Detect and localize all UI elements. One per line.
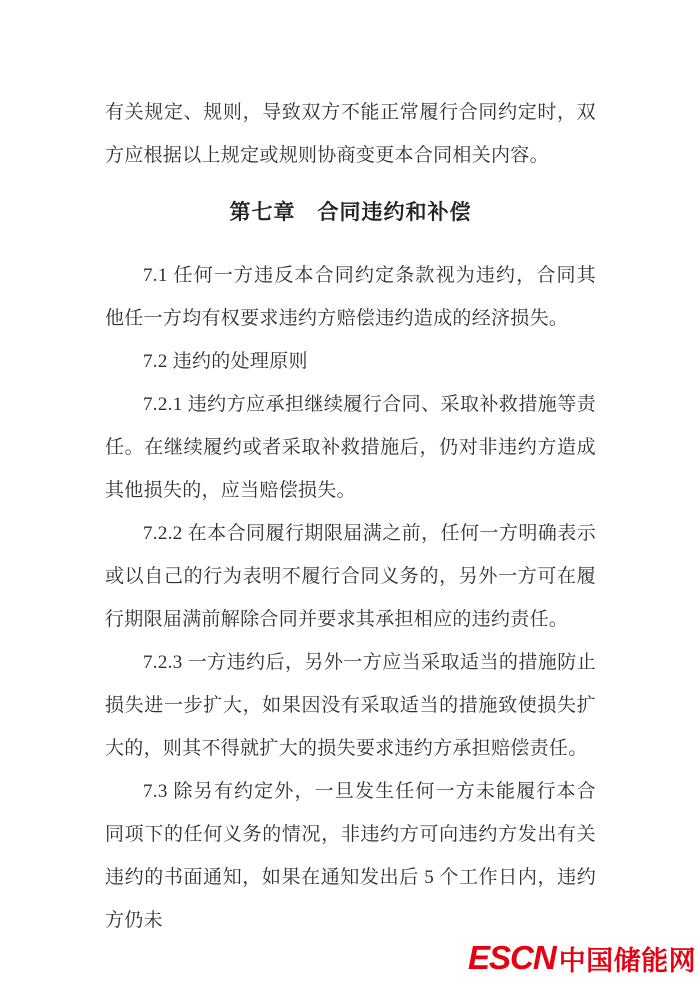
- clause-7-1: 7.1 任何一方违反本合同约定条款视为违约，合同其他任一方均有权要求违约方赔偿违约造成的经济损失。: [105, 265, 596, 329]
- clause-7-2-1: 7.2.1 违约方应承担继续履行合同、采取补救措施等责任。在继续履约或者采取补救措施后，仍对非违约方造成其他损失的，应当赔偿损失。: [105, 394, 596, 501]
- chapter-heading: 第七章 合同违约和补偿: [229, 201, 472, 224]
- clause-7-2-2: 7.2.2 在本合同履行期限届满之前，任何一方明确表示或以自己的行为表明不履行合同义务的，另外一方可在履行期限届满前解除合同并要求其承担相应的违约责任。: [105, 523, 596, 630]
- clause-7-3: 7.3 除另有约定外，一旦发生任何一方未能履行本合同项下的任何义务的情况，非违约方可向违约方发出有关违约的书面通知，如果在通知发出后 5 个工作日内，违约方仍未: [105, 781, 596, 931]
- escn-logo-latin: ESCN: [468, 939, 556, 976]
- continuation-paragraph: 有关规定、规则，导致双方不能正常履行合同约定时，双方应根据以上规定或规则协商变更本合同相关内容。: [105, 102, 596, 166]
- clause-7-2: 7.2 违约的处理原则: [143, 351, 308, 372]
- escn-logo: [468, 938, 696, 978]
- clause-7-2-3: 7.2.3 一方违约后，另外一方应当采取适当的措施防止损失进一步扩大，如果因没有采取适当的措施致使损失扩大的，则其不得就扩大的损失要求违约方承担赔偿责任。: [105, 652, 596, 759]
- escn-logo-cjk: 中国储能网: [558, 945, 697, 976]
- document-body: [105, 91, 596, 942]
